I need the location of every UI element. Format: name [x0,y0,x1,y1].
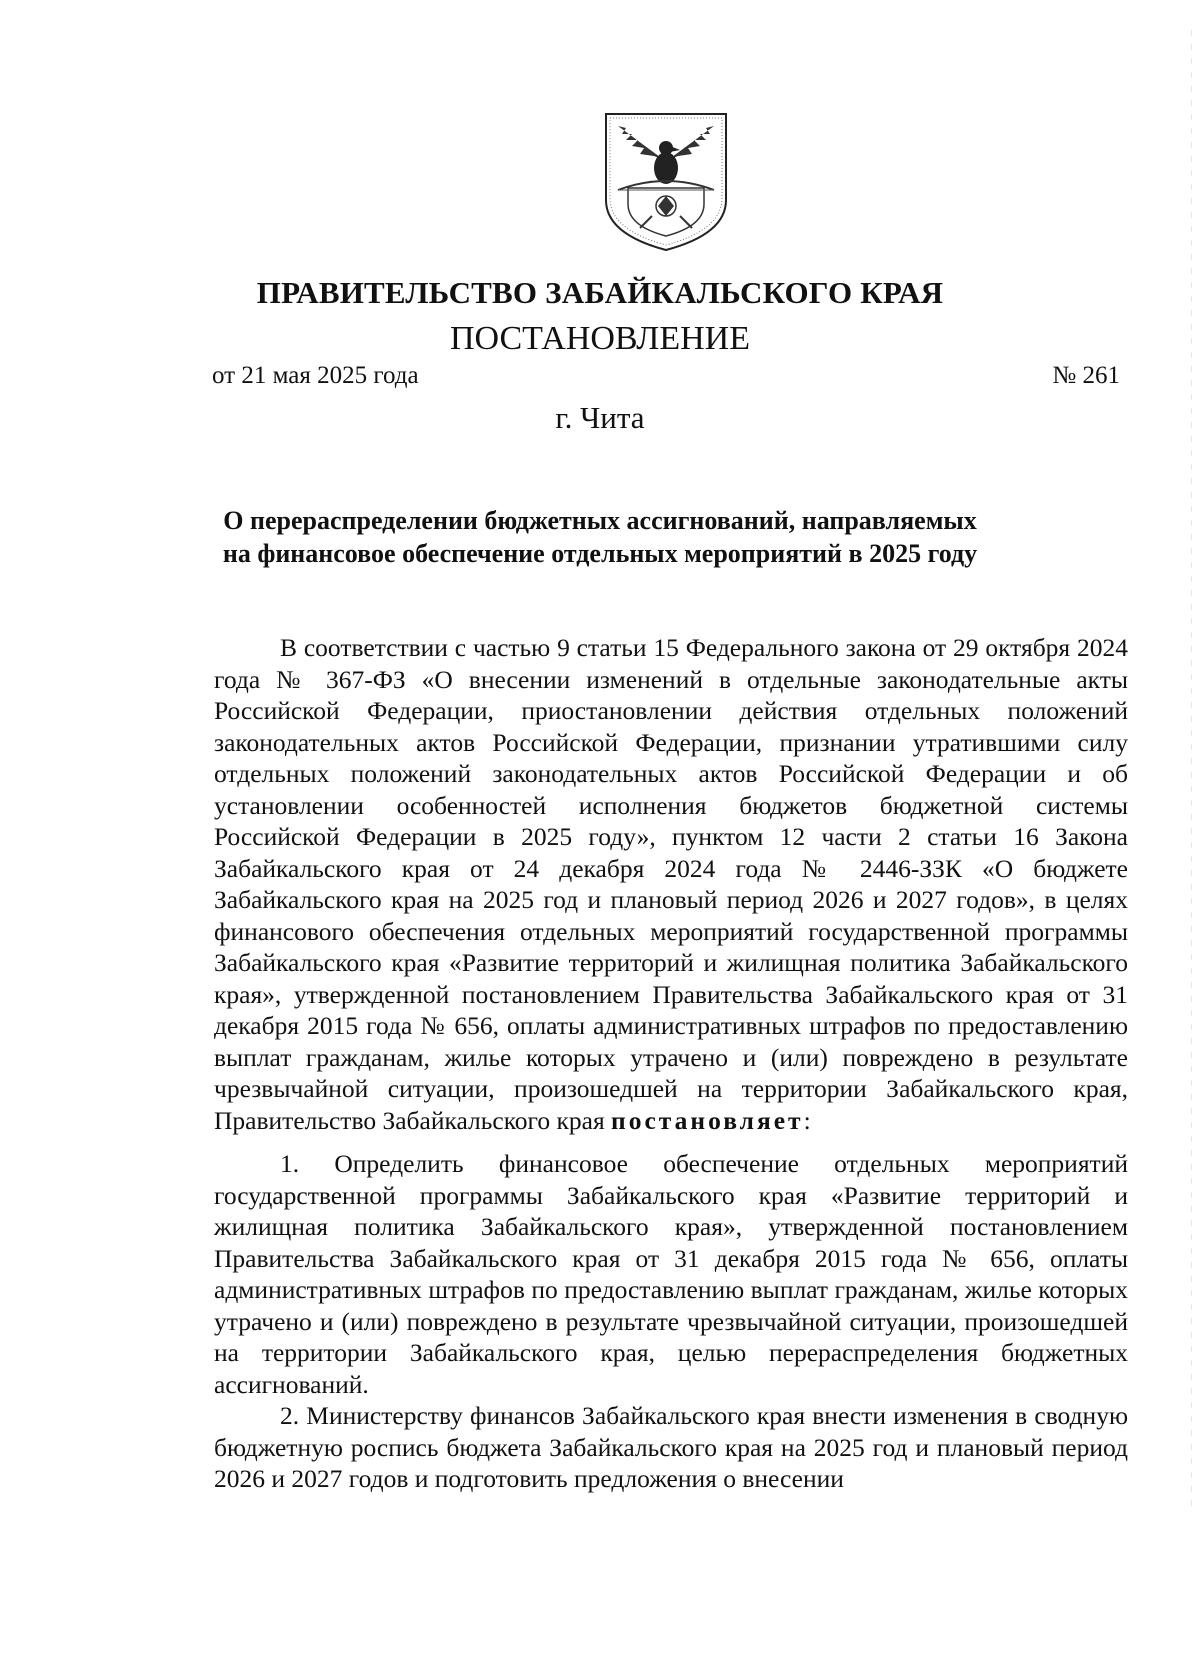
item-2-paragraph: 2. Министерству финансов Забайкальского края внести изменения в сводную бюджетную роспись бюджета Забайкальского края на 2025 год и плановый период 2026 и 2027 годов и подготовить предложения о внесении [214,1401,1128,1493]
document-city: г. Чита [555,400,645,435]
resolves-colon: : [803,1105,811,1135]
document-type: ПОСТАНОВЛЕНИЕ [449,320,751,357]
document-heading [0,505,1200,570]
item-1-paragraph: 1. Определить финансовое обеспечение отдельных мероприятий государственной программы Забайкальского края «Развитие территорий и жилищная политика Забайкальского края», утвержденной постановлением Правительства Забайкальского края от 31 декабря 2015 года № 656, оплаты административных штрафов по предоставлению выплат гражданам, жилье которых утрачено и (или) повреждено в результате чрезвычайной ситуации, произошедшей на территории Забайкальского края, целью перераспределения бюджетных ассигнований. [214,1149,1128,1399]
resolves-word: постановляет [611,1105,804,1135]
preamble-text: В соответствии с частью 9 статьи 15 Федерального закона от 29 октября 2024 года № 367-ФЗ «О внесении изменений в отдельные законодательные акты Российской Федерации, приостановлении действия отдельных положений законодательных актов Российской Федерации, признании утратившими силу отдельных положений законодательных актов Российской Федерации и об установлении особенностей исполнения бюджетов бюджетной системы Российской Федерации в 2025 году», пунктом 12 части 2 статьи 16 Закона Забайкальского края от 24 декабря 2024 года № 2446-ЗЗК «О бюджете Забайкальского края на 2025 год и плановый период 2026 и 2027 годов», в целях финансового обеспечения отдельных мероприятий государственной программы Забайкальского края «Развитие территорий и жилищная политика Забайкальского края», утвержденной постановлением Правительства Забайкальского края от 31 декабря 2015 года № 656, оплаты административных штрафов по предоставлению выплат гражданам, жилье которых утрачено и (или) повреждено в результате чрезвычайной ситуации, произошедшей на территории Забайкальского края, Правительство Забайкальского края [214,633,1128,1135]
scan-edge-artifact [1191,30,1192,1510]
preamble-paragraph [214,632,1128,1136]
document-date: от 21 мая 2025 года [212,362,419,389]
coat-of-arms-icon [600,108,732,256]
heading-line-2: на финансовое обеспечение отдельных мероприятий в 2025 году [222,538,978,568]
government-title: ПРАВИТЕЛЬСТВО ЗАБАЙКАЛЬСКОГО КРАЯ [256,275,944,310]
heading-line-1: О перераспределении бюджетных ассигнований, направляемых [223,506,977,535]
document-body [214,632,1128,1495]
document-number: № 261 [1052,362,1120,389]
